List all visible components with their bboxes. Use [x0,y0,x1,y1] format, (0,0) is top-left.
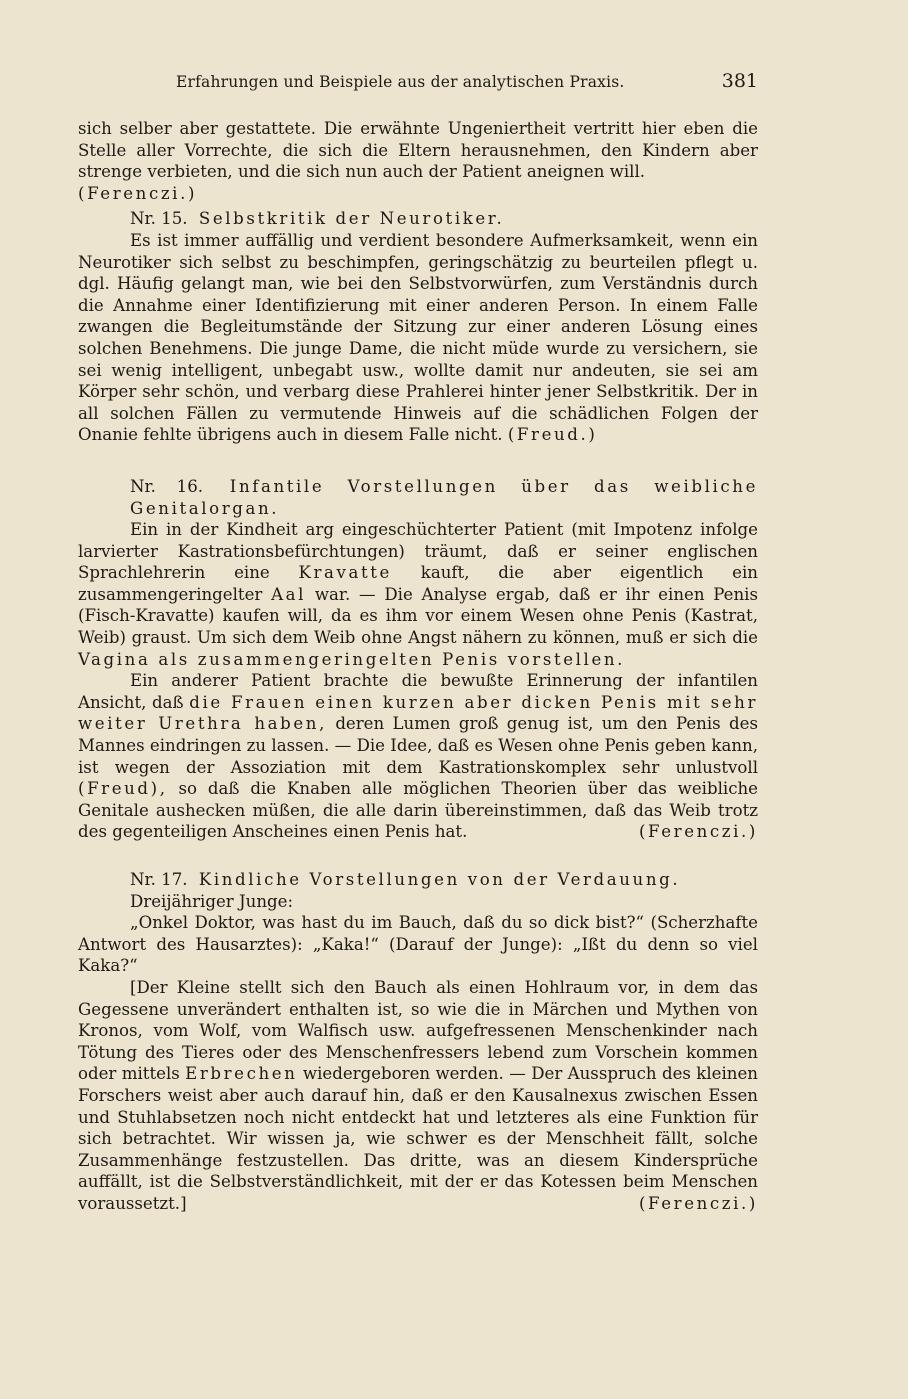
section-15-signature: (Freud.) [507,425,598,445]
page-number: 381 [721,70,758,92]
page-header [78,70,758,96]
section-15-title: Selbstkritik der Neurotiker. [198,209,505,229]
section-16-signature: (Ferenczi.) [638,822,758,842]
section-15-paragraph: Es ist immer auffällig und verdient besondere Aufmerksamkeit, wenn ein Neurotiker sich selbst zu beschimpfen, geringschätzig zu beurteilen pflegt u. dgl. Häufig gelangt man, wie bei den Selbstvorwürfen, zum Verständnis durch die Annahme einer Identifizierung mit einer anderen Person. In einem Falle zwangen die Begleitumstände der Sitzung zur einer anderen Lösung eines solchen Benehmens. Die junge Dame, die nicht müde wurde zu versichern, sie sei wenig intelligent, unbegabt usw., wollte damit nur andeuten, sie sei am Körper sehr schön, und verbarg diese Prahlerei hinter jener Selbstkritik. Der in all solchen Fällen zu vermutende Hinweis auf die schädlichen Folgen der Onanie fehlte übrigens auch in diesem Falle nicht. (Freud.) [78,230,758,445]
section-16-paragraph-1: Ein in der Kindheit arg eingeschüchterter Patient (mit Impotenz infolge larvierter Kastrationsbefürchtungen) träumt, daß er seiner englischen Sprachlehrerin eine Kravatte kauft, die aber eigentlich ein zusammengeringelter Aal war. — Die Analyse ergab, daß er ihr einen Penis (Fisch-Kravatte) kaufen will, da es ihm vor einem Wesen ohne Penis (Kastrat, Weib) graust. Um sich dem Weib ohne Angst nähern zu können, muß er sich die Vagina als zusammengeringelten Penis vorstellen. [78,520,758,669]
section-17-number: Nr. 17. [130,870,188,889]
section-16-paragraph-2: Ein anderer Patient brachte die bewußte Erinnerung der infantilen Ansicht, daß die Frauen einen kurzen aber dicken Penis mit sehr weiter Urethra haben, deren Lumen groß genug ist, um den Penis des Mannes eindringen zu lassen. — Die Idee, daß es Wesen ohne Penis geben kann, ist wegen der Assoziation mit dem Kastrationskomplex sehr unlustvoll (Freud), so daß die Knaben alle möglichen Theorien über das weibliche Genitale aushecken müßen, die alle darin übereinstimmen, daß das Weib trotz des gegenteiligen Anscheines einen Penis hat. (Ferenczi.) [78,671,759,842]
running-title: Erfahrungen und Beispiele aus der analytischen Praxis. [176,73,625,91]
section-17-title: Kindliche Vorstellungen von der Verdauung. [198,870,681,889]
signature-intro: (Ferenczi.) [78,183,198,203]
section-17-intro-line: Dreijähriger Junge: [130,891,294,911]
section-15-heading [78,208,758,230]
page-body [78,118,758,1215]
intro-paragraph: sich selber aber gestattete. Die erwähnte Ungeniertheit vertritt hier eben die Stelle aller Vorrechte, die sich die Eltern herausnehmen, den Kindern aber strenge verbieten, und die sich nun auch der Patient aneignen will. [78,119,758,182]
section-16-heading [78,476,758,519]
section-16-title: Infantile Vorstellungen über das weibliche Genitalorgan. [130,476,758,518]
section-17-signature: (Ferenczi.) [638,1193,758,1213]
section-17-commentary: [Der Kleine stellt sich den Bauch als einen Hohlraum vor, in dem das Gegessene unverändert enthalten ist, so wie die in Märchen und Mythen von Kronos, vom Wolf, vom Walfisch usw. aufgefressenen Menschenkinder nach Tötung des Tieres oder des Menschenfressers lebend zum Vorschein kommen oder mittels Erbrechen wiedergeboren werden. — Der Ausspruch des kleinen Forschers weist aber auch darauf hin, daß er den Kausalnexus zwischen Essen und Stuhlabsetzen noch nicht entdeckt hat und letzteres als eine Funktion für sich betrachtet. Wir wissen ja, wie schwer es der Menschheit fällt, solche Zusammenhänge festzustellen. Das dritte, was an diesem Kindersprüche auffällt, ist die Selbstverständlichkeit, mit der er das Kotessen beim Menschen voraussetzt.] (Ferenczi.) [78,977,758,1213]
section-15-number: Nr. 15. [130,209,188,229]
section-16-number: Nr. 16. [130,476,204,496]
section-17-heading [78,869,758,891]
section-17-dialogue: „Onkel Doktor, was hast du im Bauch, daß du so dick bist?“ (Scherzhafte Antwort des Hausarztes): „Kaka!“ (Darauf der Junge): „Ißt du denn so viel Kaka?“ [78,913,758,976]
